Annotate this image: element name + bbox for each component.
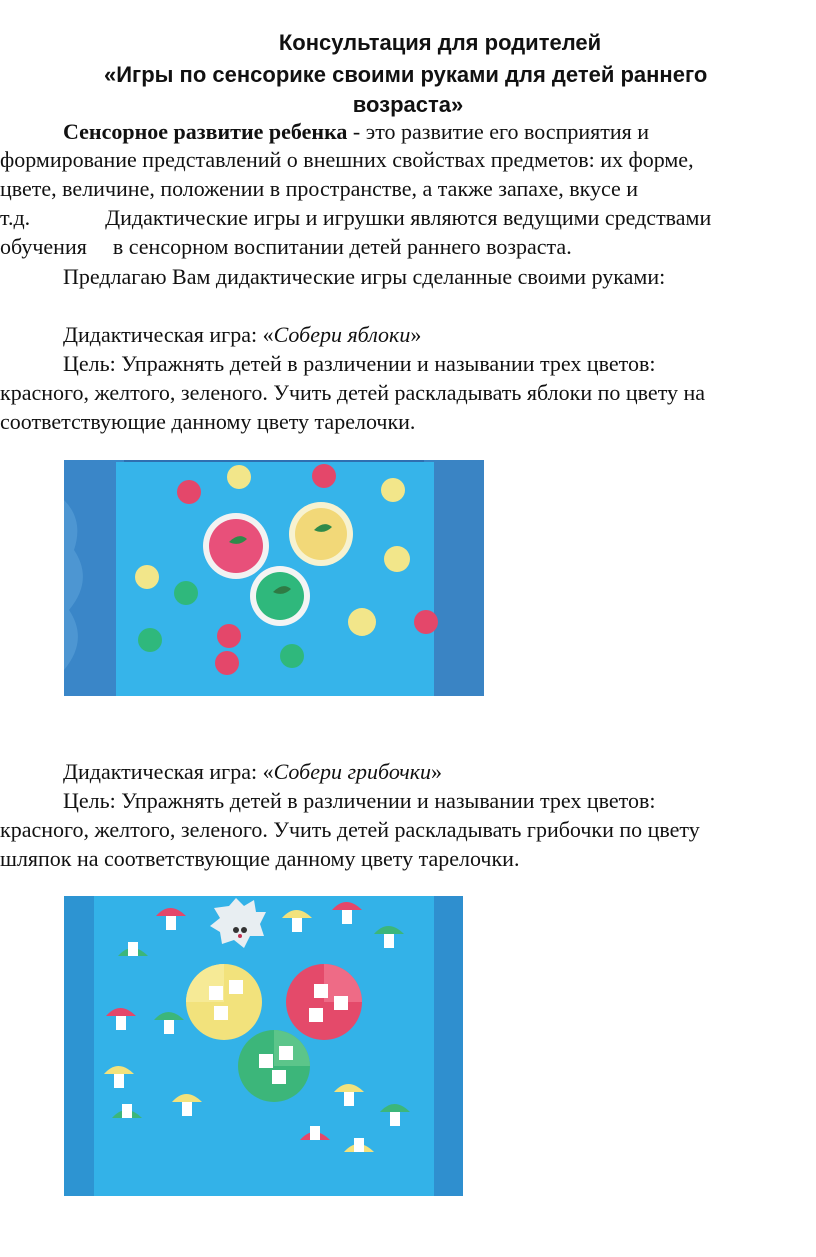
game1-name: Собери яблоки	[273, 322, 411, 347]
mushrooms-game-photo	[64, 896, 463, 1196]
intro-line-1	[63, 117, 649, 147]
intro-line-5a: обучения	[0, 234, 87, 259]
title-line-3: возраста»	[352, 92, 464, 117]
game2-goal-1: Цель: Упражнять детей в различении и назывании трех цветов:	[63, 788, 656, 813]
title-line-1: Консультация для родителей	[278, 30, 602, 55]
apples-game-photo	[64, 460, 484, 696]
intro-line-4	[0, 203, 711, 233]
intro-line-6: Предлагаю Вам дидактические игры сделанные своими руками:	[63, 264, 666, 289]
game1-suffix: »	[410, 322, 422, 347]
game1-goal-3: соответствующие данному цвету тарелочки.	[0, 409, 416, 434]
apples-photo-illustration	[64, 460, 484, 696]
game2-goal-2: красного, желтого, зеленого. Учить детей раскладывать грибочки по цвету	[0, 817, 700, 842]
game2-heading	[63, 757, 442, 787]
intro-line-5	[0, 232, 572, 262]
game1-goal-1: Цель: Упражнять детей в различении и назывании трех цветов:	[63, 351, 656, 376]
mushrooms-photo-illustration	[64, 896, 463, 1196]
game2-suffix: »	[431, 759, 443, 784]
title-line-2: «Игры по сенсорике своими руками для детей раннего	[104, 62, 708, 87]
game1-prefix: Дидактическая игра: «	[63, 322, 274, 347]
game2-goal-3: шляпок на соответствующие данному цвету тарелочки.	[0, 846, 520, 871]
game2-prefix: Дидактическая игра: «	[63, 759, 274, 784]
game2-name: Собери грибочки	[273, 759, 432, 784]
intro-line-4a: т.д.	[0, 205, 31, 230]
intro-line-5b: в сенсорном воспитании детей раннего возраста.	[112, 234, 572, 259]
intro-term: Сенсорное развитие ребенка	[63, 119, 348, 144]
intro-line-1-rest: - это развитие его восприятия и	[347, 119, 650, 144]
intro-line-4b: Дидактические игры и игрушки являются ведущими средствами	[105, 205, 712, 230]
intro-line-2: формирование представлений о внешних свойствах предметов: их форме,	[0, 147, 694, 172]
game1-heading	[63, 320, 421, 350]
game1-goal-2: красного, желтого, зеленого. Учить детей раскладывать яблоки по цвету на	[0, 380, 706, 405]
intro-line-3: цвете, величине, положении в пространстве, а также запахе, вкусе и	[0, 176, 639, 201]
